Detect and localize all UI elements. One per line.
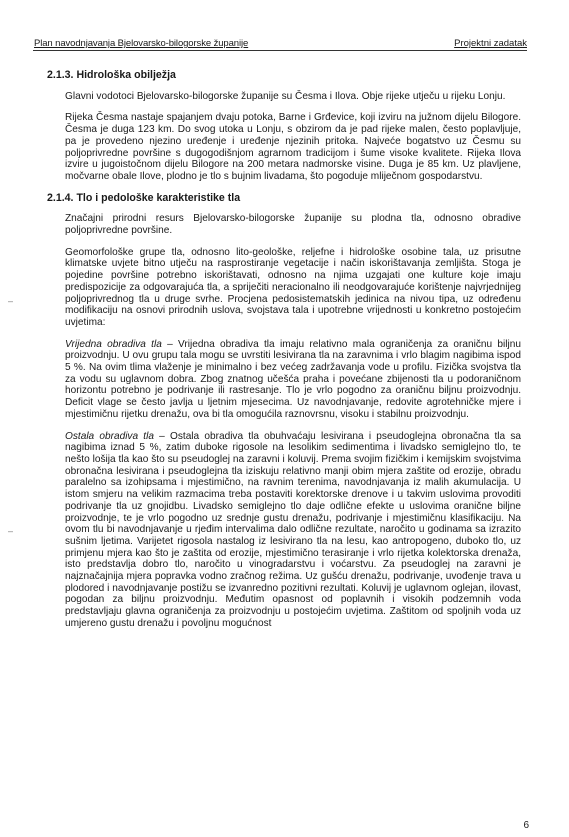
document-body — [41, 62, 521, 640]
paragraph: Vrijedna obradiva tla – Vrijedna obradiva tla imaju relativno mala ograničenja za oraničnu biljnu proizvodnju. U ovu grupu tala mogu se uvrstiti lesivirana tla na zaravnima i vrlo blagim nagibima ispod 5 %. Na ovim tlima vlaženje je minimalno i bez većeg zadržavanja vode u profilu. Fizička svojstva tla za vodu su uglavnom dobra. Zbog znatnog učešća praha i povećane zbijenosti tla u podoraničnom horizontu potrebno je podrivanje ili rastresanje. Tlo je vrlo pogodno za oraničnu biljnu proizvodnju. Deficit vlage se često javlja u ljetnim mjesecima. Uz navodnjavanje, redovite agrotehničke mjere i mjestimičnu rijetku drenažu, ova bi tla omogućila raznovrsnu, visoku i stabilnu proizvodnju. — [65, 338, 521, 420]
section-heading-soil: 2.1.4. Tlo i pedološke karakteristike tla — [47, 191, 241, 204]
paragraph: Geomorfološke grupe tla, odnosno lito-geološke, reljefne i hidrološke osobine tala, uz prisutne klimatske uvjete bitno utječu na rasprostiranje vegetacije i način iskorištavanja zemljišta. Stoga je pojedine površine potrebno iskorištavati, odnosno na njima uzgajati one kulture koje imaju predispozicije za odgovarajuća tla, a spriječiti neracionalno ili neodgovarajuće korištenje najvrjednijeg poljoprivrednog tla u druge svrhe. Procjena pedosistematskih jedinica na nivou tipa, uz određenu modifikaciju na osnovi prirodnih uslova, svojstava tala i upotrebne vrijednosti u konkretno postojećim uvjetima: — [65, 246, 521, 328]
margin-tick-mark: – — [8, 296, 14, 306]
paragraph: Rijeka Česma nastaje spajanjem dvaju potoka, Barne i Grđevice, koji izviru na južnom dijelu Bilogore. Česma je duga 123 km. Do svog utoka u Lonju, s obzirom da je pad rijeke malen, često poplavljuje, pa je provedeno njezino uređenje i uređenje njezinih pritoka. Najveće bogatstvo uz Česmu su poljoprivredne površine s dugogodišnjom agrarnom tradicijom i šume visoke kvalitete. Rijeka Ilova izvire u jugoistočnom dijelu Bilogore na 200 metara nadmorske visine. Duga je 85 km. Uz plavljene, močvarne obale Ilove, plodno je tlo s bujnim livadama, što pogoduje mliječnom gospodarstvu. — [65, 112, 521, 182]
paragraph-lead: Ostala obradiva tla — [65, 430, 154, 442]
running-header-title: Plan navodnjavanja Bjelovarsko-bilogorske županije — [34, 38, 249, 49]
paragraph-lead: Vrijedna obradiva tla — [65, 338, 162, 350]
page-number: 6 — [523, 820, 529, 831]
section-heading-hydrology: 2.1.3. Hidrološka obilježja — [47, 69, 176, 81]
header-divider — [33, 50, 527, 51]
margin-tick-mark: – — [8, 526, 14, 536]
paragraph: Ostala obradiva tla – Ostala obradiva tla obuhvaćaju lesivirana i pseudoglejna obronačna tla sa nagibima iznad 5 %, zatim duboke rigosole na lesolikim sedimentima i livadsko semiglejno tlo, te nešto lošija tla kao što su pseudoglej na zaravni i koluvij. Prema svojim fizičkim i kemijskim svojstvima obronačna lesivirana i pseudoglejna tla iziskuju relativno manji obim mjera zaštite od erozije, obradu paralelno sa izohipsama i mjestimično, na ravnim terenima, navodnjavanja iz malih akumulacija. U istom smjeru na velikim razmacima treba postaviti korektorske drenove i u takvim uslovima provoditi podrivanje tla uz gnojidbu. Livadsko semiglejno tlo daje odlične efekte u uslovima oranične biljne proizvodnje, te je vrlo pogodno uz srednje gustu drenažu, podrivanje i mjestimičnu klasifikaciju. Na ovom tlu bi navodnjavanje u rjeđim intervalima dalo odlične rezultate, naročito u godinama sa izrazito sušnim ljetima. Varijetet rigosola nastalog iz lesivirano tla na lesu, kao antropogeno, duboko tlo, uz primjenu mjera kao što je zaštita od erozije, mjestimično terasiranje i vrlo rijetka kolektorska drenaža, isto predstavlja dobro tlo, naročito u vinogradarstvu i voćarstvu. Za pseudoglej na zaravni je najznačajnija mjera popravka vodno zračnog režima. Uz gušću drenažu, podrivanje, uvođenje trava u plodored i navodnjavanje postižu se izvanredno pozitivni rezultati. Koluvij je uglavnom oglejan, ilovast, pogodan za biljnu proizvodnju. Međutim opasnost od poplavnih i visokih podzemnih voda predstavljaju glavna ograničenja za proizvodnju u postojećim uvjetima. Zaštitom od spoljnih voda uz umjereno gustu drenažu i povoljnu mogućnost — [65, 430, 521, 629]
paragraph: Glavni vodotoci Bjelovarsko-bilogorske županije su Česma i Ilova. Obje rijeke utječu u rijeku Lonju. — [65, 90, 506, 102]
running-header-label: Projektni zadatak — [454, 38, 527, 49]
paragraph: Značajni prirodni resurs Bjelovarsko-bilogorske županije su plodna tla, odnosno obradive poljoprivredne površine. — [65, 213, 521, 237]
